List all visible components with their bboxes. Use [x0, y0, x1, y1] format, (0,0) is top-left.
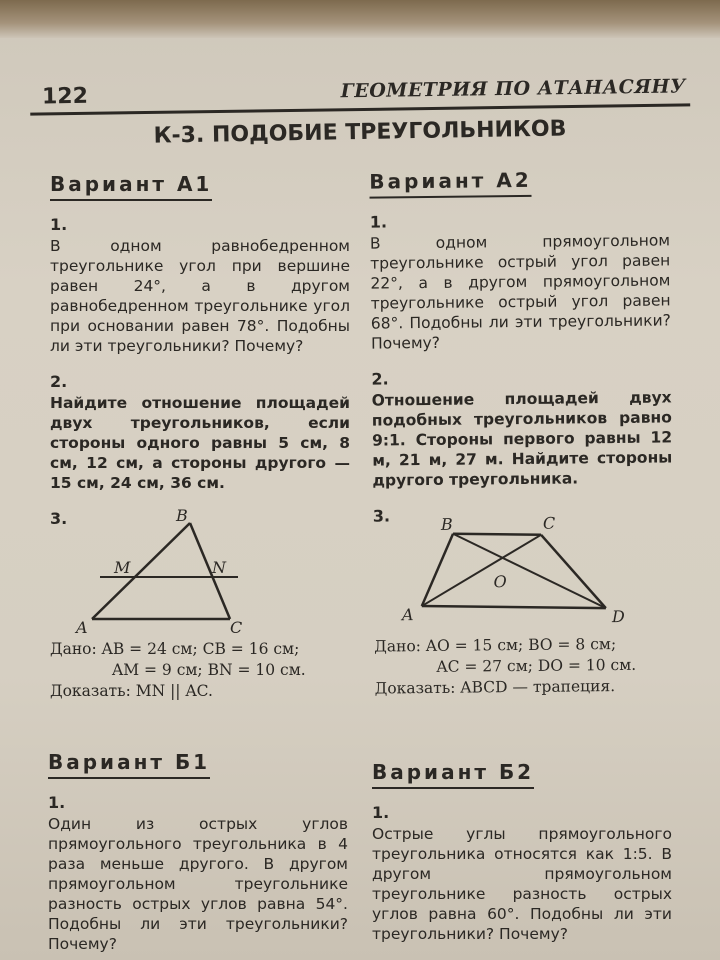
side-ab: [421, 534, 454, 606]
label-c: C: [230, 618, 243, 637]
page-number: 122: [41, 83, 89, 110]
variant-b2-heading: Вариант Б2: [372, 760, 534, 789]
triangle-figure: [70, 509, 330, 639]
given-line: AM = 9 см; BN = 10 см.: [112, 661, 306, 679]
problem-number: 1.: [369, 212, 388, 232]
problem-number: 2.: [371, 369, 389, 389]
problem-number: 2.: [50, 372, 68, 391]
problem-text: В одном прямоугольном треугольнике острый угол равен 22°, а в другом прямоугольном треугольнике острый угол равен 68°. Подобны ли эти треугольники? Почему?: [369, 231, 671, 353]
figure-a1: [50, 509, 350, 639]
prove-statement: Доказать: MN || AC.: [50, 682, 213, 700]
label-a: A: [76, 618, 88, 637]
variant-b1: [48, 750, 348, 960]
given-line: AC = 27 см; DO = 10 см.: [436, 655, 637, 676]
label-n: N: [212, 558, 226, 577]
problem-number: 3.: [50, 509, 68, 528]
label-b: B: [176, 509, 188, 525]
running-title: ГЕОМЕТРИЯ ПО АТАНАСЯНУ: [340, 75, 687, 103]
side-cd: [541, 534, 606, 609]
problem-number: 1.: [372, 803, 390, 822]
given-line: Дано: AB = 24 см; CB = 16 см;: [50, 640, 300, 658]
page-edge: [0, 0, 720, 38]
figure-a2: [373, 503, 674, 636]
page-title: К-3. ПОДОБИЕ ТРЕУГОЛЬНИКОВ: [153, 116, 567, 149]
trapezoid-figure: [393, 504, 654, 637]
problem-text: В одном равнобедренном треугольнике угол при вершине равен 24°, а в другом равнобедренном треугольнике угол при основании равен 78°. Подобны ли эти треугольники? Почему?: [50, 237, 350, 355]
side-bc: [453, 533, 541, 536]
label-d: D: [611, 606, 625, 627]
prove-statement: Доказать: ABCD — трапеция.: [374, 677, 616, 698]
problem-text: Отношение площадей двух подобных треугольников равно 9:1. Стороны первого равны 12 м, 21 м, 27 м. Найдите стороны другого треугольника.: [371, 388, 673, 490]
problem-number: 1.: [48, 793, 66, 812]
diagonal-ac: [421, 535, 542, 606]
side-ab: [92, 523, 190, 619]
side-ad: [422, 604, 606, 610]
variant-b1-heading: Вариант Б1: [48, 750, 210, 779]
variant-a1-heading: Вариант А1: [50, 172, 212, 201]
problem-text: Найдите отношение площадей двух треугольников, если стороны одного равны 5 см, 8 см, 12 см, а стороны другого — 15 см, 24 см, 36 см.: [50, 394, 350, 492]
label-m: M: [114, 558, 131, 577]
label-o: O: [493, 572, 507, 592]
label-c: C: [542, 513, 556, 533]
problem-text: Острые углы прямоугольного треугольника относятся как 1:5. В другом прямоугольном треугольнике разность острых углов равна 60°. Подобны ли эти треугольники? Почему?: [372, 825, 672, 943]
label-a: A: [401, 605, 414, 625]
given-line: Дано: AO = 15 см; BO = 8 см;: [374, 635, 617, 656]
problem-text: Один из острых углов прямоугольного треугольника в 4 раза меньше другого. В другом прямоугольном треугольнике разность острых углов равна 54°. Подобны ли эти треугольники? Почему?: [48, 815, 348, 953]
variant-a1: [50, 172, 350, 702]
variant-a2-heading: Вариант А2: [369, 168, 532, 199]
problem-number: 1.: [50, 215, 68, 234]
label-b: B: [440, 514, 453, 534]
running-header: [30, 69, 690, 115]
given-data: [50, 639, 350, 702]
diagonal-bd: [453, 532, 606, 610]
problem-number: 3.: [372, 506, 391, 526]
given-data: [374, 633, 675, 699]
variant-b2: [372, 760, 672, 960]
variant-a2: [369, 166, 675, 699]
